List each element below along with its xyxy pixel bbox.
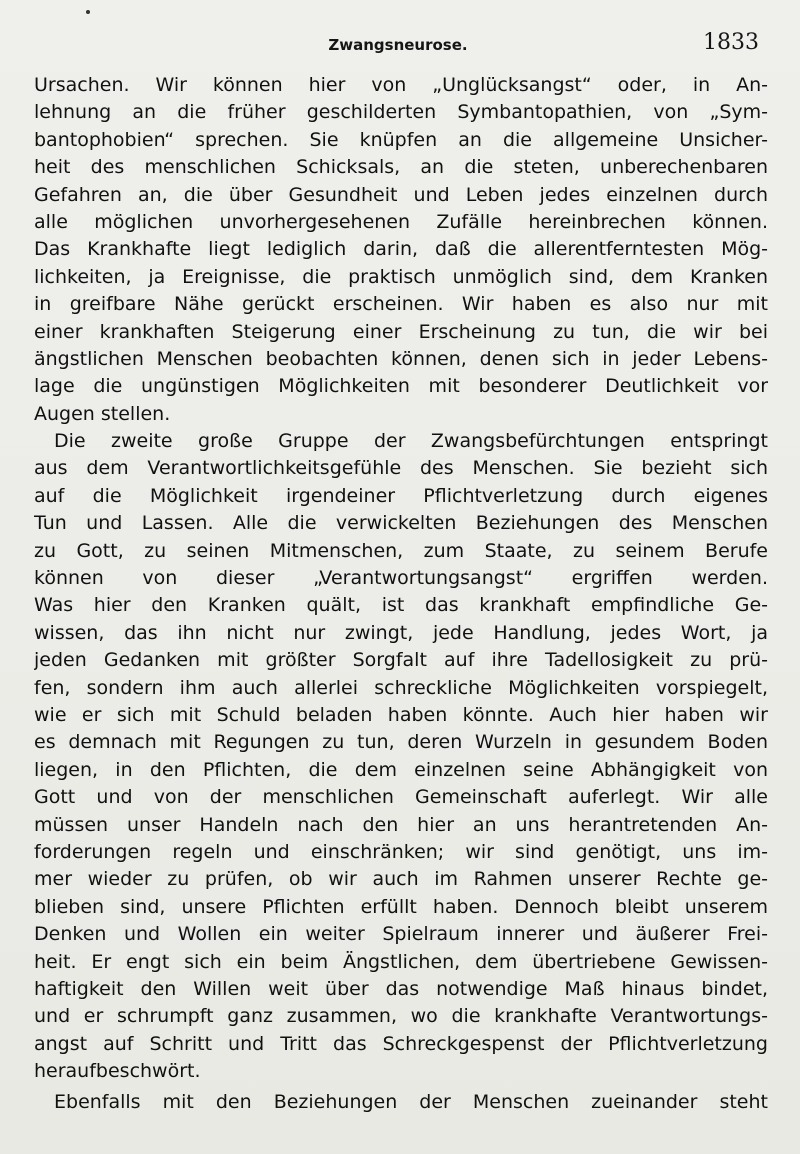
- paragraph: [34, 72, 768, 428]
- text-line: Ursachen. Wir können hier von „Unglücksangst“ oder, in An-: [34, 74, 768, 96]
- text-line: zu Gott, zu seinen Mitmenschen, zum Staate, zu seinem Berufe: [34, 539, 768, 562]
- text-line: alle möglichen unvorhergesehenen Zufälle hereinbrechen können.: [34, 210, 768, 233]
- text-line: haftigkeit den Willen weit über das notwendige Maß hinaus bindet,: [34, 977, 768, 1000]
- text-line: lage die ungünstigen Möglichkeiten mit besonderer Deutlichkeit vor: [34, 375, 768, 398]
- text-line: bantophobien“ sprechen. Sie knüpfen an die allgemeine Unsicher-: [34, 128, 768, 151]
- text-line: lehnung an die früher geschilderten Symbantopathien, von „Sym-: [34, 101, 768, 124]
- body-text: [34, 72, 768, 1117]
- text-line: forderungen regeln und einschränken; wir sind genötigt, uns im-: [34, 840, 768, 863]
- text-line: wie er sich mit Schuld beladen haben könnte. Auch hier haben wir: [34, 703, 768, 726]
- text-line: lichkeiten, ja Ereignisse, die praktisch unmöglich sind, dem Kranken: [34, 265, 768, 288]
- text-line: einer krankhaften Steigerung einer Erscheinung zu tun, die wir bei: [34, 320, 768, 343]
- text-line: mer wieder zu prüfen, ob wir auch im Rahmen unserer Rechte ge-: [34, 868, 768, 891]
- text-line: Gefahren an, die über Gesundheit und Leben jedes einzelnen durch: [34, 183, 768, 206]
- text-line: Die zweite große Gruppe der Zwangsbefürchtungen entspringt: [54, 430, 768, 453]
- text-line: auf die Möglichkeit irgendeiner Pflichtverletzung durch eigenes: [34, 484, 768, 507]
- page-number: 1833: [703, 30, 759, 55]
- text-line: Gott und von der menschlichen Gemeinschaft auferlegt. Wir alle: [34, 786, 768, 809]
- paragraph: [34, 1089, 768, 1116]
- text-line: ängstlichen Menschen beobachten können, denen sich in jeder Lebens-: [34, 347, 768, 370]
- text-line: Was hier den Kranken quält, ist das krankhaft empfindliche Ge-: [34, 594, 768, 617]
- text-line: angst auf Schritt und Tritt das Schreckgespenst der Pflichtverletzung: [34, 1032, 768, 1055]
- text-line: Tun und Lassen. Alle die verwickelten Beziehungen des Menschen: [34, 512, 768, 535]
- text-line: aus dem Verantwortlichkeitsgefühle des Menschen. Sie bezieht sich: [34, 457, 768, 480]
- text-line: heraufbeschwört.: [34, 1060, 201, 1083]
- text-line: es demnach mit Regungen zu tun, deren Wurzeln in gesundem Boden: [34, 731, 768, 754]
- text-line: jeden Gedanken mit größter Sorgfalt auf ihre Tadellosigkeit zu prü-: [34, 649, 768, 672]
- running-head: Zwangsneurose.: [328, 36, 468, 54]
- text-line: heit des menschlichen Schicksals, an die steten, unberechenbaren: [34, 156, 768, 179]
- text-line: wissen, das ihn nicht nur zwingt, jede Handlung, jedes Wort, ja: [34, 621, 768, 644]
- text-line: in greifbare Nähe gerückt erscheinen. Wir haben es also nur mit: [34, 293, 768, 316]
- text-line: Augen stellen.: [34, 402, 171, 425]
- text-line: können von dieser „Verantwortungsangst“ ergriffen werden.: [34, 567, 768, 590]
- text-line: liegen, in den Pflichten, die dem einzelnen seine Abhängigkeit von: [34, 758, 768, 781]
- text-line: müssen unser Handeln nach den hier an uns herantretenden An-: [34, 813, 768, 836]
- text-line: Das Krankhafte liegt lediglich darin, daß die allerentferntesten Mög-: [34, 238, 768, 261]
- text-line: Denken und Wollen ein weiter Spielraum innerer und äußerer Frei-: [34, 923, 768, 946]
- paragraph: [34, 428, 768, 1085]
- text-line: und er schrumpft ganz zusammen, wo die krankhafte Verantwortungs-: [34, 1005, 768, 1028]
- text-line: fen, sondern ihm auch allerlei schreckliche Möglichkeiten vorspiegelt,: [34, 676, 768, 699]
- print-speck: [86, 10, 90, 14]
- text-line: blieben sind, unsere Pflichten erfüllt haben. Dennoch bleibt unserem: [34, 895, 768, 918]
- text-line: Ebenfalls mit den Beziehungen der Menschen zueinander steht: [54, 1091, 768, 1114]
- text-line: heit. Er engt sich ein beim Ängstlichen, dem übertriebene Gewissen-: [34, 950, 768, 973]
- page-header: [33, 32, 763, 58]
